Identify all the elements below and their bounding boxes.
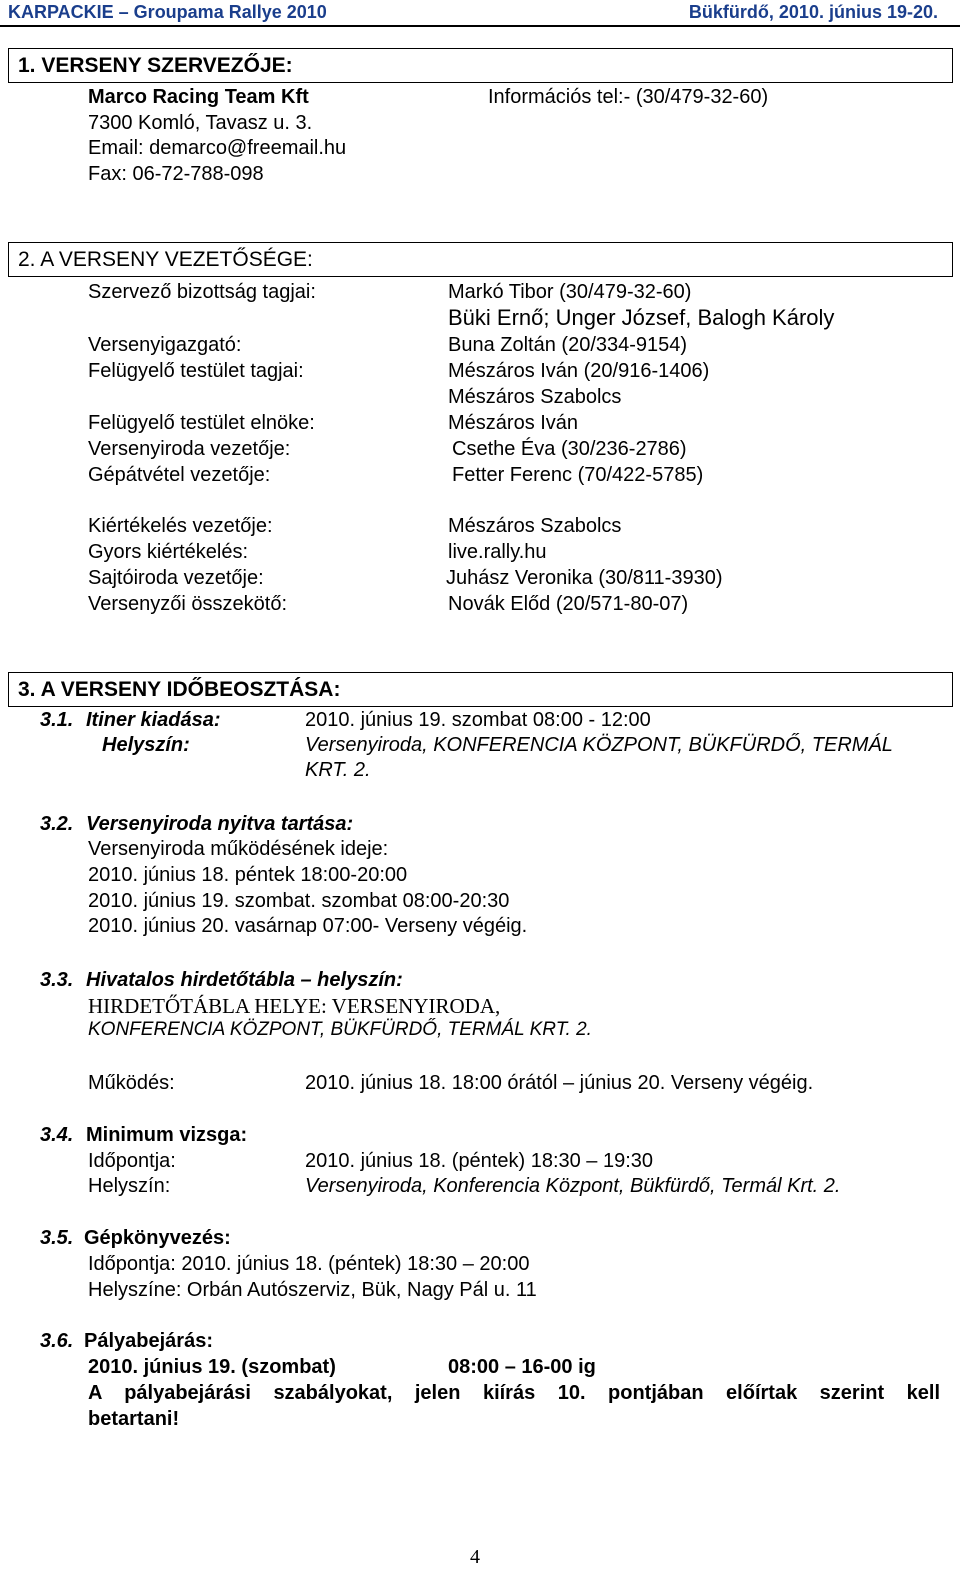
staff-value: Juhász Veronika (30/811-3930): [446, 567, 723, 589]
org-name: Marco Racing Team Kft: [88, 86, 309, 108]
item-3-1-value: 2010. június 19. szombat 08:00 - 12:00: [305, 709, 651, 731]
header-right: Bükfürdő, 2010. június 19-20.: [688, 2, 938, 22]
staff-value: Buna Zoltán (20/334-9154): [448, 334, 688, 356]
staff-value: Markó Tibor (30/479-32-60): [448, 281, 692, 303]
item-3-3-op-label: Működés:: [88, 1072, 175, 1094]
info-phone: Információs tel:- (30/479-32-60): [488, 86, 769, 108]
item-3-1-number: 3.1.: [40, 709, 74, 731]
staff-label: Felügyelő testület tagjai:: [88, 360, 304, 382]
item-3-6-title: Pályabejárás:: [84, 1330, 213, 1352]
item-3-5-number: 3.5.: [40, 1227, 74, 1249]
staff-value: Novák Előd (20/571-80-07): [448, 593, 689, 615]
item-3-4-title: Minimum vizsga:: [86, 1124, 248, 1146]
item-3-3-line2: KONFERENCIA KÖZPONT, BÜKFÜRDŐ, TERMÁL KRT. 2.: [88, 1019, 592, 1040]
item-3-4-time-value: 2010. június 18. (péntek) 18:30 – 19:30: [305, 1150, 654, 1172]
item-3-4-number: 3.4.: [40, 1124, 74, 1146]
staff-label: Sajtóiroda vezetője:: [88, 567, 264, 589]
item-3-1-place-label: Helyszín:: [102, 734, 190, 756]
staff-label: Versenyiroda vezetője:: [88, 438, 291, 460]
item-3-4-place-value: Versenyiroda, Konferencia Központ, Bükfürdő, Termál Krt. 2.: [305, 1175, 841, 1197]
item-3-1-place-value-cont: KRT. 2.: [305, 759, 371, 781]
org-fax: Fax: 06-72-788-098: [88, 163, 264, 185]
item-3-5-time: Időpontja: 2010. június 18. (péntek) 18:30 – 20:00: [88, 1253, 530, 1275]
page-number: 4: [470, 1546, 480, 1568]
staff-label: Felügyelő testület elnöke:: [88, 412, 315, 434]
section-3-title: 3. A VERSENY IDŐBEOSZTÁSA:: [18, 678, 341, 701]
item-3-4-time-label: Időpontja:: [88, 1150, 176, 1172]
staff-label: Gyors kiértékelés:: [88, 541, 249, 563]
item-3-5-title: Gépkönyvezés:: [84, 1227, 231, 1249]
item-3-2-line: 2010. június 18. péntek 18:00-20:00: [88, 864, 408, 886]
item-3-3-op-value: 2010. június 18. 18:00 órától – június 20. Verseny végéig.: [305, 1072, 814, 1094]
staff-value: Mészáros Szabolcs: [448, 386, 622, 408]
staff-value: Mészáros Szabolcs: [448, 515, 622, 537]
staff-value: live.rally.hu: [448, 541, 547, 563]
item-3-6-date: 2010. június 19. (szombat): [88, 1356, 336, 1378]
item-3-6-note: A pályabejárási szabályokat, jelen kiírás 10. pontjában előírtak szerint kell: [88, 1382, 940, 1404]
item-3-6-note-cont: betartani!: [88, 1408, 180, 1430]
item-3-1-place-value: Versenyiroda, KONFERENCIA KÖZPONT, BÜKFÜRDŐ, TERMÁL: [305, 734, 893, 756]
staff-value: Büki Ernő; Unger József, Balogh Károly: [448, 305, 835, 330]
staff-label: Gépátvétel vezetője:: [88, 464, 271, 486]
item-3-2-title: Versenyiroda nyitva tartása:: [86, 813, 354, 835]
item-3-2-number: 3.2.: [40, 813, 74, 835]
staff-value: Csethe Éva (30/236-2786): [452, 438, 687, 460]
item-3-4-place-label: Helyszín:: [88, 1175, 171, 1197]
org-email: Email: demarco@freemail.hu: [88, 137, 347, 159]
item-3-6-time: 08:00 – 16-00 ig: [448, 1356, 596, 1378]
section-1-title: 1. VERSENY SZERVEZŐJE:: [18, 54, 293, 77]
item-3-1-title: Itiner kiadása:: [86, 709, 221, 731]
item-3-5-place: Helyszíne: Orbán Autószerviz, Bük, Nagy Pál u. 11: [88, 1279, 537, 1301]
section-2-title: 2. A VERSENY VEZETŐSÉGE:: [18, 248, 313, 271]
org-address: 7300 Komló, Tavasz u. 3.: [88, 112, 313, 134]
staff-value: Fetter Ferenc (70/422-5785): [452, 464, 704, 486]
item-3-3-number: 3.3.: [40, 969, 74, 991]
item-3-3-line1: HIRDETŐTÁBLA HELYE: VERSENYIRODA,: [88, 994, 501, 1018]
item-3-2-subtitle: Versenyiroda működésének ideje:: [88, 838, 389, 860]
item-3-2-line: 2010. június 20. vasárnap 07:00- Verseny végéig.: [88, 915, 528, 937]
staff-value: Mészáros Iván (20/916-1406): [448, 360, 710, 382]
staff-label: Kiértékelés vezetője:: [88, 515, 273, 537]
item-3-6-number: 3.6.: [40, 1330, 74, 1352]
header-left: KARPACKIE – Groupama Rallye 2010: [8, 2, 327, 22]
item-3-3-title: Hivatalos hirdetőtábla – helyszín:: [86, 969, 403, 991]
staff-label: Versenyzői összekötő:: [88, 593, 287, 615]
header-rule: [0, 25, 960, 27]
staff-label: Szervező bizottság tagjai:: [88, 281, 316, 303]
staff-label: Versenyigazgató:: [88, 334, 242, 356]
staff-value: Mészáros Iván: [448, 412, 579, 434]
item-3-2-line: 2010. június 19. szombat. szombat 08:00-20:30: [88, 890, 510, 912]
